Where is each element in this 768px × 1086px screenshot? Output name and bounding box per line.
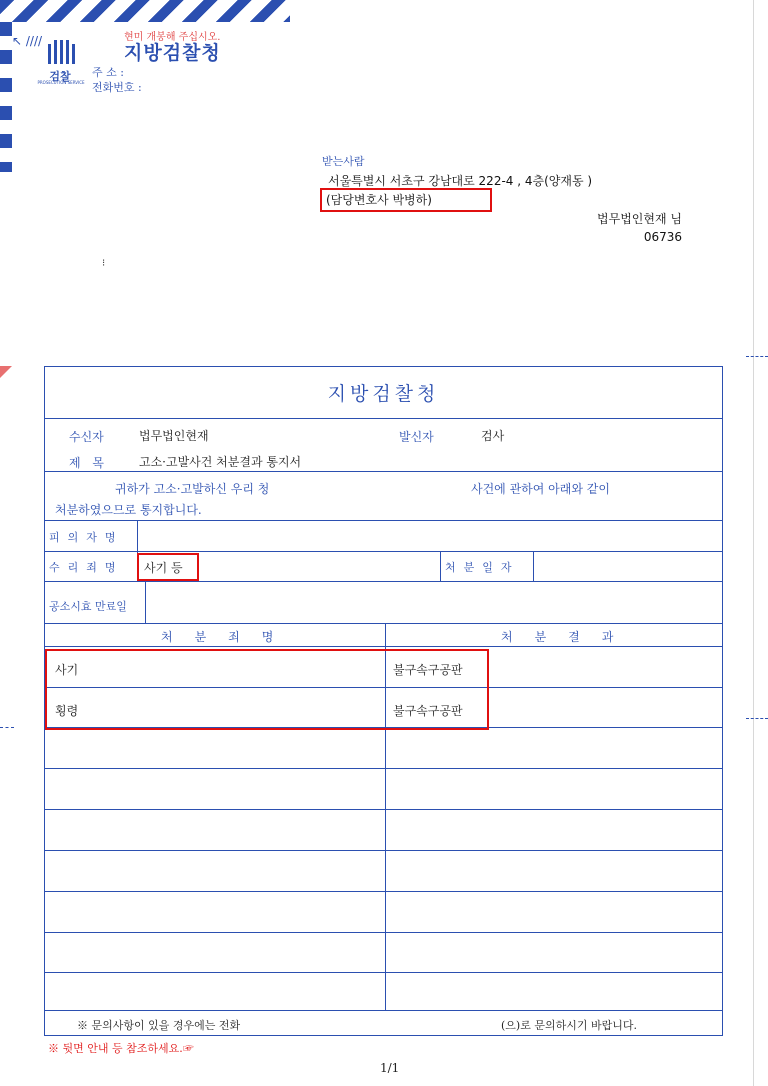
sender-note: 현미 개봉해 주십시오. — [124, 32, 221, 43]
corner-arrow-icon: ↖ //// — [12, 34, 43, 48]
notice-line-1a: 귀하가 고소·고발하신 우리 청 — [115, 482, 270, 496]
envelope-stripe-top — [0, 0, 290, 22]
page-edge — [753, 0, 754, 1086]
footer-note-right: (으)로 문의하시기 바랍니다. — [501, 1019, 637, 1032]
stray-mark: ⁝ — [102, 258, 106, 269]
subject-field-label: 제 목 — [69, 456, 108, 470]
row-charge: 사기 — [55, 663, 79, 677]
recipient-postal-code: 06736 — [643, 230, 682, 244]
page-number: 1/1 — [380, 1061, 400, 1075]
prosecution-logo-icon — [46, 38, 76, 68]
logo-text: 검찰 — [49, 70, 71, 83]
sender-address-label: 주 소 : — [92, 66, 124, 79]
rows-highlight-box — [45, 649, 489, 730]
recipient-label: 받는사람 — [322, 155, 365, 168]
sender-phone-label: 전화번호 : — [92, 81, 142, 94]
fold-mark-left — [0, 727, 14, 728]
charge-highlight-box — [137, 553, 199, 581]
sender-field-label: 발신자 — [399, 430, 434, 444]
row-result: 불구속구공판 — [393, 663, 463, 677]
charge-field-label: 수리죄명 — [49, 561, 124, 574]
notice-line-2: 처분하였으므로 통지합니다. — [55, 503, 202, 517]
row-charge: 횡령 — [55, 704, 79, 718]
back-page-note: ※ 뒷면 안내 등 참조하세요.☞ — [48, 1042, 194, 1055]
disposal-date-label: 처분일자 — [445, 561, 520, 574]
limitation-date-label: 공소시효 만료일 — [49, 600, 127, 613]
suspect-field-label: 피의자명 — [49, 531, 124, 544]
col-charge-header: 처분죄명 — [161, 630, 296, 644]
notification-form — [44, 366, 723, 1036]
row-result: 불구속구공판 — [393, 704, 463, 718]
form-title: 지방검찰청 — [327, 383, 440, 405]
fold-mark-right — [746, 356, 768, 357]
envelope-stripe-left — [0, 22, 12, 172]
recipient-field-value: 법무법인현재 — [139, 429, 209, 443]
fold-mark-right-lower — [746, 718, 768, 719]
footer-note-left: ※ 문의사항이 있을 경우에는 전화 — [77, 1019, 241, 1032]
subject-field-value: 고소·고발사건 처분결과 통지서 — [139, 455, 302, 469]
attorney-highlight-box — [320, 188, 492, 212]
recipient-name: 법무법인현재 님 — [597, 212, 682, 226]
charge-field-value: 사기 등 — [144, 561, 183, 575]
col-result-header: 처분결과 — [501, 630, 636, 644]
sender-title: 지방검찰청 — [124, 42, 221, 64]
recipient-field-label: 수신자 — [69, 430, 104, 444]
sender-field-value: 검사 — [481, 429, 505, 443]
corner-fold-mark — [0, 366, 12, 378]
recipient-address: 서울특별시 서초구 강남대로 222-4 , 4층(양재동 ) — [328, 174, 593, 188]
logo-subtext: PROSECUTION SERVICE — [37, 80, 85, 85]
attorney-line: (담당변호사 박병하) — [326, 193, 432, 207]
notice-line-1b: 사건에 관하여 아래와 같이 — [471, 482, 610, 496]
